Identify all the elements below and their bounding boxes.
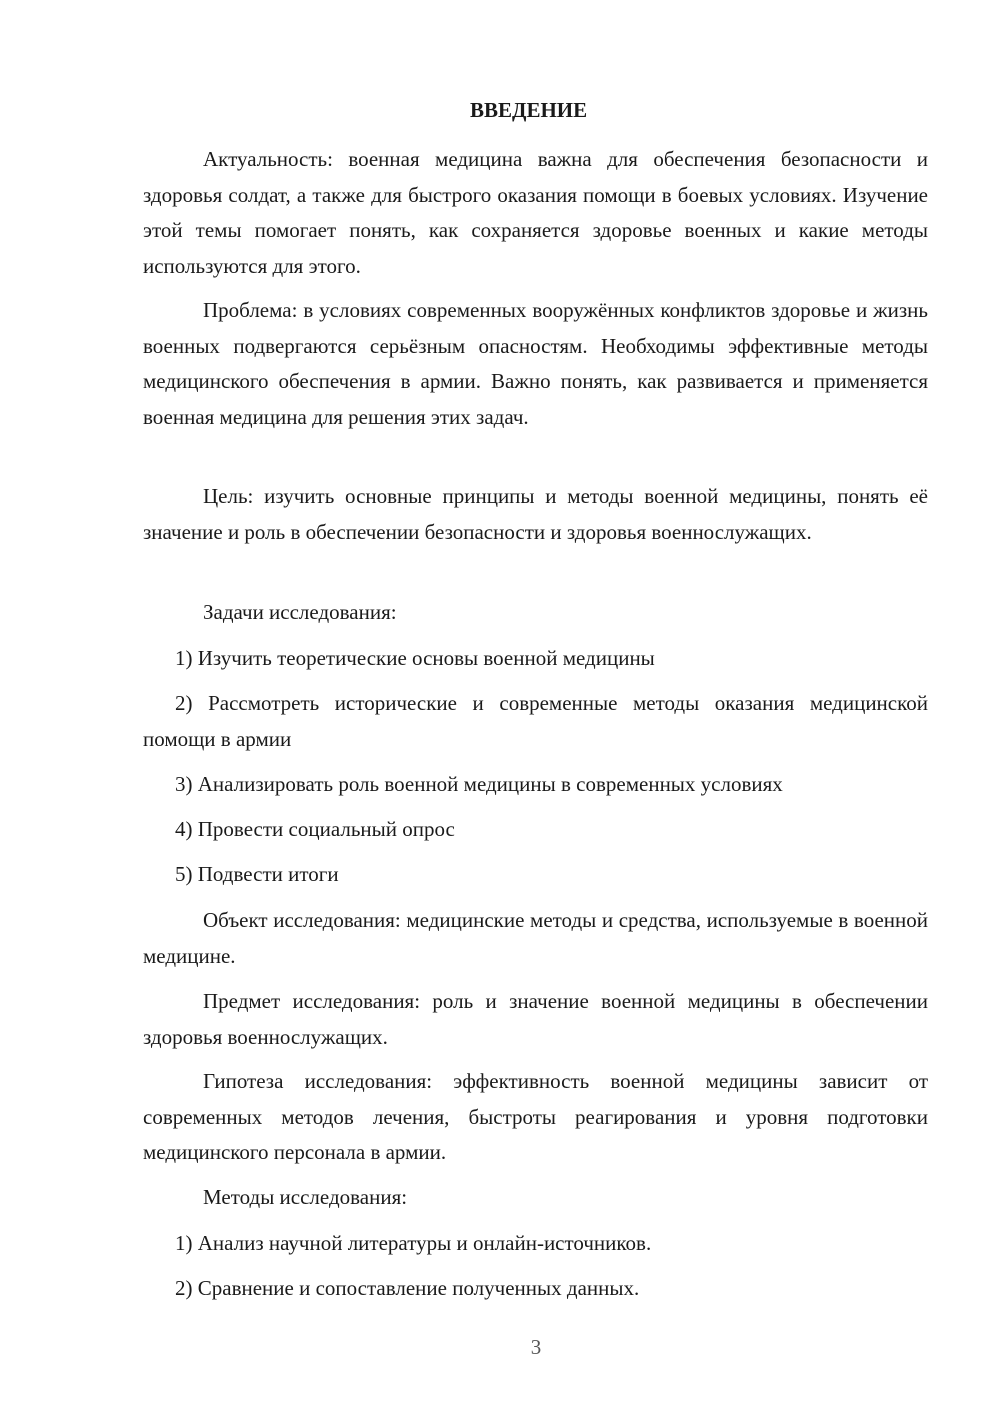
task-item-5: 5) Подвести итоги [175, 862, 339, 886]
paragraph-object: Объект исследования: медицинские методы и средства, используемые в военной медицине. [143, 908, 928, 968]
paragraph-relevance: Актуальность: военная медицина важна для обеспечения безопасности и здоровья солдат, а также для быстрого оказания помощи в боевых условиях. Изучение этой темы помогает понять, как сохраняется здоровье военных и какие методы используются для этого. [143, 147, 928, 278]
paragraph-goal: Цель: изучить основные принципы и методы военной медицины, понять её значение и роль в обеспечении безопасности и здоровья военнослужащих. [143, 484, 928, 544]
task-item-3: 3) Анализировать роль военной медицины в современных условиях [175, 772, 783, 796]
task-item-1: 1) Изучить теоретические основы военной медицины [175, 646, 655, 670]
method-item-1: 1) Анализ научной литературы и онлайн-источников. [175, 1231, 652, 1255]
tasks-heading: Задачи исследования: [203, 600, 397, 624]
task-item-4: 4) Провести социальный опрос [175, 817, 455, 841]
method-item-2: 2) Сравнение и сопоставление полученных данных. [175, 1276, 640, 1300]
paragraph-hypothesis: Гипотеза исследования: эффективность военной медицины зависит от современных методов лечения, быстроты реагирования и уровня подготовки медицинского персонала в армии. [143, 1069, 928, 1164]
methods-heading: Методы исследования: [203, 1185, 408, 1209]
page-number: 3 [530, 1335, 542, 1359]
paragraph-problem: Проблема: в условиях современных вооружённых конфликтов здоровье и жизнь военных подвергаются серьёзным опасностям. Необходимы эффективные методы медицинского обеспечения в армии. Важно понять, как развивается и применяется военная медицина для решения этих задач. [143, 298, 928, 429]
document-page: ВВЕДЕНИЕ Актуальность: военная медицина важна для обеспечения безопасности и здоровья солдат, а также для быстрого оказания помощи в боевых условиях. Изучение этой темы помогает понять, как сохраняется здоровье военных и какие методы используются для этого. Проблема: в условиях современных вооружённых конфликтов здоровье и жизнь военных подвергаются серьёзным опасностям. Необходимы эффективные методы медицинского обеспечения в армии. Важно понять, как развивается и применяется военная медицина для решения этих задач. Цель: изучить основные принципы и методы военной медицины, понять её значение и роль в обеспечении безопасности и здоровья военнослужащих. Задачи исследования: 1) Изучить теоретические основы военной медицины 2) Рассмотреть исторические и современные методы оказания медицинской помощи в армии 3) Анализировать роль военной медицины в современных условиях 4) Провести социальный опрос 5) Подвести итоги Объект исследования: медицинские методы и средства, используемые в военной медицине. Предмет исследования: роль и значение военной медицины в обеспечении здоровья военнослужащих. Гипотеза исследования: эффективность военной медицины зависит от современных методов лечения, быстроты реагирования и уровня подготовки медицинского персонала в армии. Методы исследования: 1) Анализ научной литературы и онлайн-источников. 2) Сравнение и сопоставление полученных данных. 3 [0, 0, 1000, 1414]
paragraph-subject: Предмет исследования: роль и значение военной медицины в обеспечении здоровья военнослужащих. [143, 989, 928, 1049]
task-item-2: 2) Рассмотреть исторические и современные методы оказания медицинской помощи в армии [143, 691, 928, 751]
